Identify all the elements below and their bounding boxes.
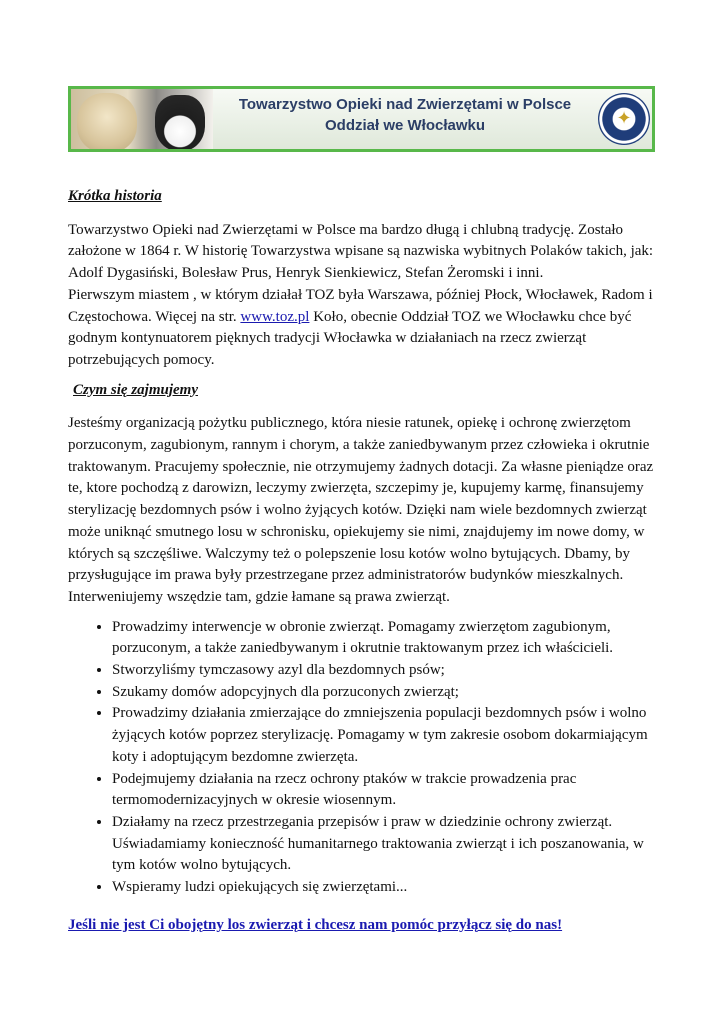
list-item: • Szukamy domów adopcyjnych dla porzuconych zwierząt; <box>112 682 658 704</box>
star-icon: ✦ <box>616 108 632 128</box>
header-banner <box>68 86 655 152</box>
history-paragraph-2 <box>68 285 658 372</box>
list-item: • Prowadzimy działania zmierzające do zmniejszenia populacji bezdomnych psów i wolno żyjących kotów poprzez sterylizację. Pomagamy w tym zakresie osobom dokarmiającym koty i adoptującym bezdomne zwierzęta. <box>112 703 658 768</box>
list-item: • Wspieramy ludzi opiekujących się zwierzętami... <box>112 877 658 899</box>
history-paragraph: Towarzystwo Opieki nad Zwierzętami w Polsce ma bardzo długą i chlubną tradycję. Zostało założone w 1864 r. W historię Towarzystwa wpisane są nazwiska wybitnych Polaków takich, jak: Adolf Dygasiński, Bolesław Prus, Henryk Sienkiewicz, Stefan Żeromski i inni. <box>68 221 654 282</box>
list-item: • Stworzyliśmy tymczasowy azyl dla bezdomnych psów; <box>112 660 658 682</box>
history-heading: Krótka historia <box>68 188 162 204</box>
about-heading: Czym się zajmujemy <box>73 381 198 398</box>
activities-list <box>68 617 658 899</box>
list-item: • Podejmujemy działania na rzecz ochrony ptaków w trakcie prowadzenia prac termomodernizacyjnych w okresie wiosennym. <box>112 769 658 812</box>
toz-website-link[interactable]: www.toz.pl <box>240 308 310 325</box>
history-text-after-link: Koło, obecnie Oddział TOZ we Włocławku chce być godnym kontynuatorem pięknych tradycji Włocławka w działaniach na rzecz zwierząt potrzebujących pomocy. <box>68 308 632 368</box>
list-item: • Prowadzimy interwencje w obronie zwierząt. Pomagamy zwierzętom zagubionym, porzuconym, a także zaniedbywanym i okrutnie traktowanym przez ich właścicieli. <box>112 617 658 660</box>
dog-and-cat-photo <box>71 89 213 149</box>
about-paragraph: Jesteśmy organizacją pożytku publicznego, która niesie ratunek, opiekę i ochronę zwierzętom porzuconym, zagubionym, rannym i chorym, a także zaniedbywanym przez człowieka i okrutnie traktowanym. Pracujemy społecznie, nie otrzymujemy żadnych dotacji. Za własne pieniądze oraz te, ktore pochodzą z darowizn, leczymy zwierzęta, szczepimy je, kupujemy karmę, finansujemy sterylizację bezdomnych psów i wolno żyjących kotów. Dzięki nam wiele bezdomnych zwierząt może uniknąć smutnego losu w schronisku, opiekujemy sie nimi, znajdujemy im nowe domy, w których są szczęśliwe. Walczymy też o polepszenie losu kotów wolno bytujących. Dbamy, by przysługujące im prawa były przestrzegane przez administratorów budynków mieszkalnych. Interweniujemy wszędzie tam, gdzie łamane są prawa zwierząt. <box>68 415 654 605</box>
history-text-before-link: Pierwszym miastem , w którym działał TOZ była Warszawa, później Płock, Włocławek, Radom i Częstochowa. Więcej na str. <box>68 286 653 325</box>
join-us-link[interactable]: Jeśli nie jest Ci obojętny los zwierząt i chcesz nam pomóc przyłącz się do nas! <box>68 917 563 933</box>
banner-subtitle: Oddział we Włocławku <box>324 117 486 134</box>
toz-seal-logo <box>598 93 650 145</box>
cat-image <box>155 95 205 151</box>
list-item: • Działamy na rzecz przestrzegania przepisów i praw w dziedzinie ochrony zwierząt. Uświadamiamy konieczność humanitarnego traktowania zwierząt i ich poszanowania, w tym kotów wolno bytujących. <box>112 812 658 877</box>
dog-image <box>77 93 137 152</box>
main-content <box>68 186 658 899</box>
banner-title: Towarzystwo Opieki nad Zwierzętami w Polsce <box>238 96 572 113</box>
